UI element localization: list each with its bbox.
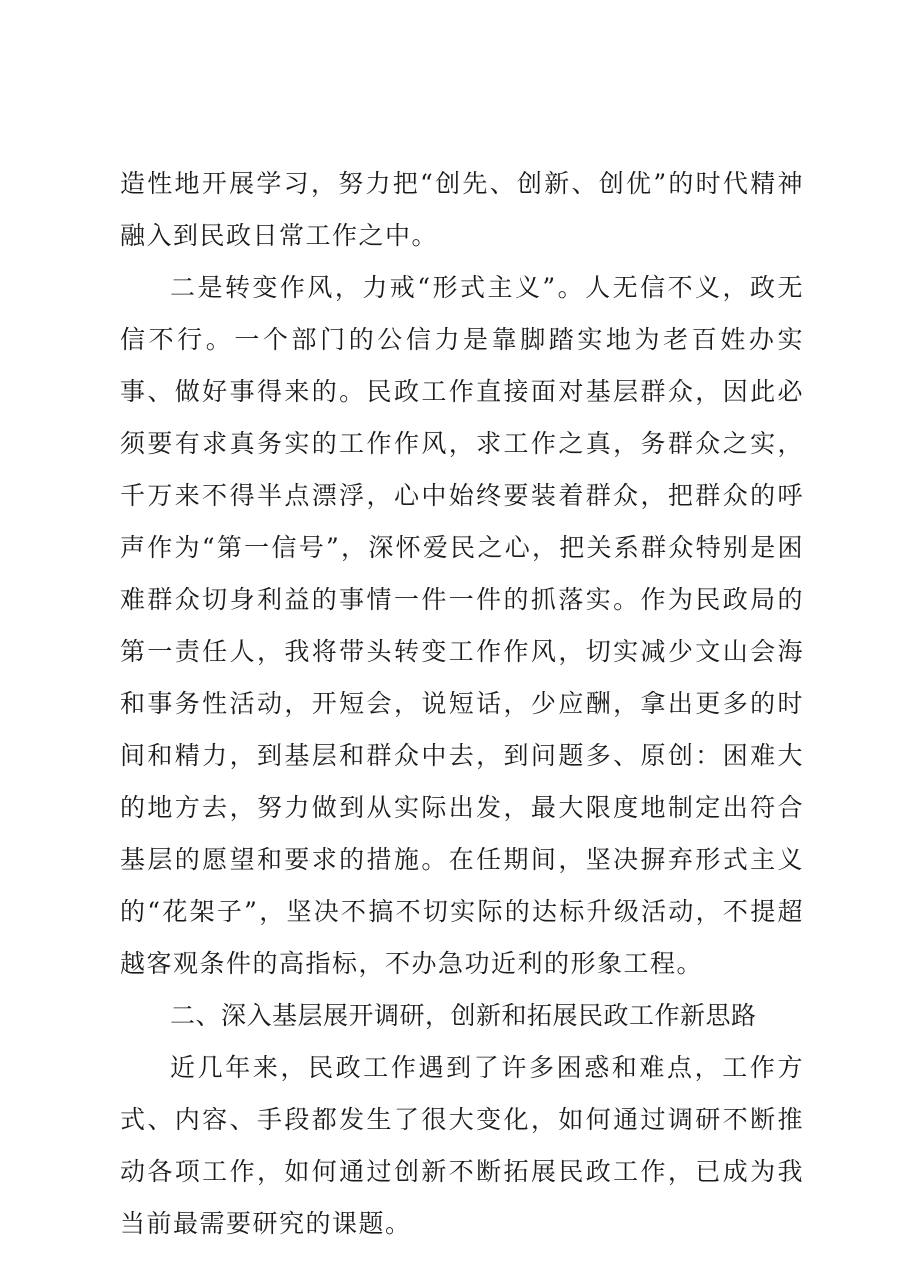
document-body	[120, 158, 804, 1250]
paragraph-research: 近几年来，民政工作遇到了许多困惑和难点，工作方式、内容、手段都发生了很大变化，如何通过调研不断推动各项工作，如何通过创新不断拓展民政工作，已成为我当前最需要研究的课题。	[120, 1053, 804, 1238]
paragraph-continuation: 造性地开展学习，努力把“创先、创新、创优”的时代精神融入到民政日常工作之中。	[120, 169, 804, 250]
paragraph-work-style: 二是转变作风，力戒“形式主义”。人无信不义，政无信不行。一个部门的公信力是靠脚踏实地为老百姓办实事、做好事得来的。民政工作直接面对基层群众，因此必须要有求真务实的工作作风，求工作之真，务群众之实，千万来不得半点漂浮，心中始终要装着群众，把群众的呼声作为“第一信号”，深怀爱民之心，把关系群众特别是困难群众切身利益的事情一件一件的抓落实。作为民政局的第一责任人，我将带头转变工作作风，切实减少文山会海和事务性活动，开短会，说短话，少应酬，拿出更多的时间和精力，到基层和群众中去，到问题多、原创：困难大的地方去，努力做到从实际出发，最大限度地制定出符合基层的愿望和要求的措施。在任期间，坚决摒弃形式主义的“花架子”，坚决不搞不切实际的达标升级活动，不提超越客观条件的高指标，不办急功近利的形象工程。	[120, 273, 804, 978]
section-heading: 二、深入基层展开调研，创新和拓展民政工作新思路	[170, 1001, 757, 1030]
